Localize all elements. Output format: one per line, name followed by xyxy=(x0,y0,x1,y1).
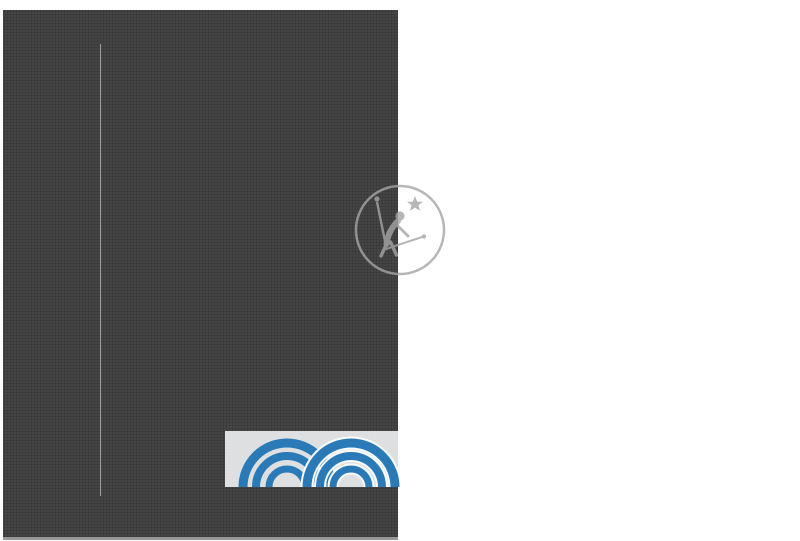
toc-page xyxy=(3,10,398,540)
preface-page xyxy=(398,0,800,541)
toc-divider-line xyxy=(100,44,101,496)
